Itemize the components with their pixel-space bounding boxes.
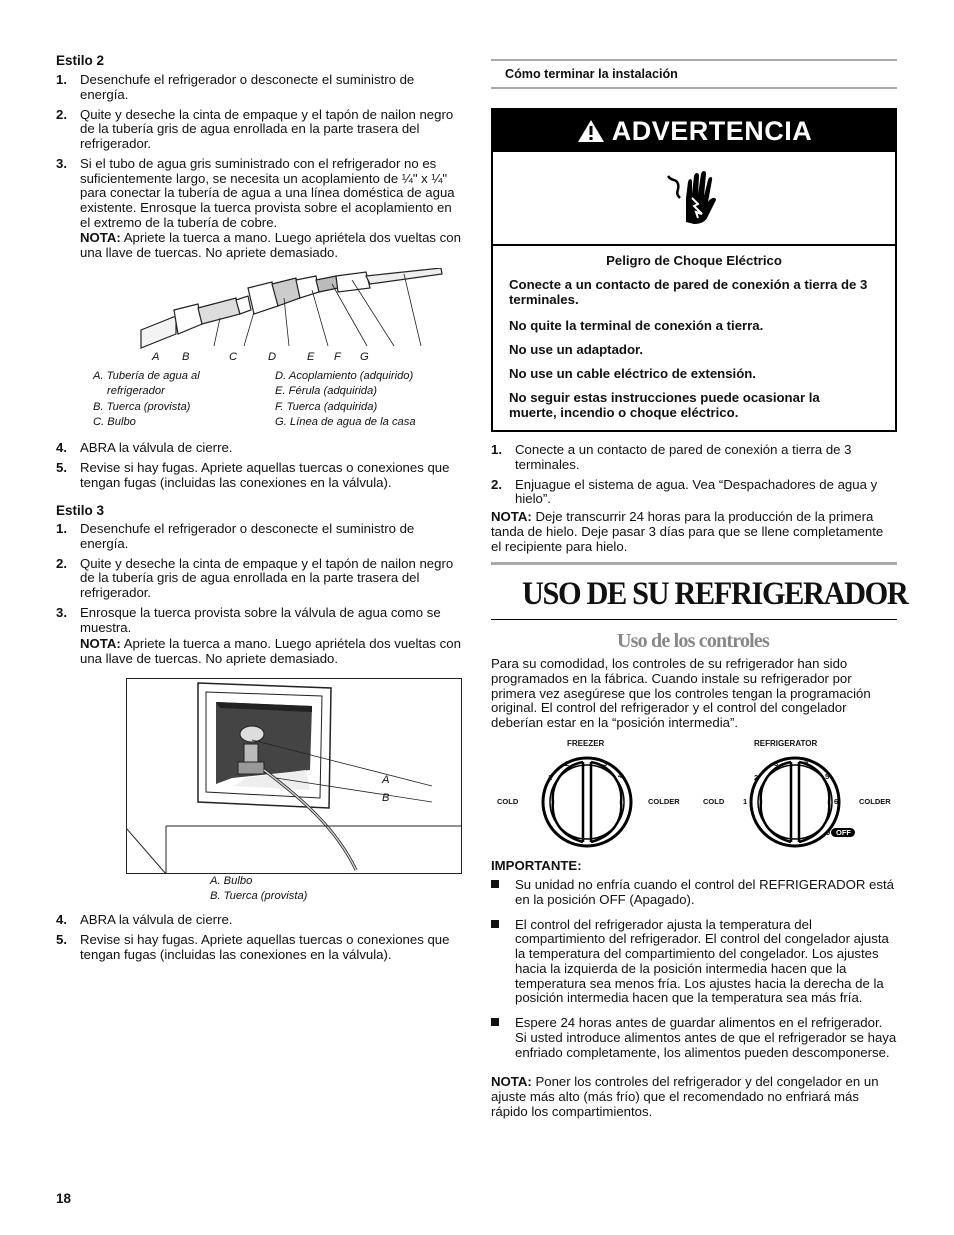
freezer-colder: COLDER [648, 797, 680, 806]
fig2-letter: A [382, 774, 390, 786]
list-item: 2. Enjuague el sistema de agua. Vea “Despachadores de agua y hielo”. [491, 476, 878, 507]
warning-item: Conecte a un contacto de pared de conexión a tierra de 3 terminales. [509, 277, 868, 307]
list-item: Su unidad no enfría cuando el control del REFRIGERADOR está en la posición OFF (Apagado). [491, 878, 897, 908]
list-item: 2. Quite y deseche la cinta de empaque y el tapón de nailon negro de la tubería gris de agua enrollada en la parte trasera del refrigerador. [56, 106, 454, 152]
finish-note: NOTA: Deje transcurrir 24 horas para la producción de la primera tanda de hielo. Deje pasar 3 días para que se llene completamente el recipiente para hielo. [491, 509, 884, 554]
square-bullet-icon [491, 880, 499, 888]
freezer-mark: 3 [603, 759, 608, 768]
warning-triangle-icon [576, 118, 606, 144]
divider [491, 87, 897, 89]
freezer-mark: 2 [565, 759, 570, 768]
fitting-diagram [136, 268, 446, 360]
finish-heading: Cómo terminar la instalación [505, 67, 678, 81]
warning-item: No quite la terminal de conexión a tierra. [509, 318, 764, 333]
list-item: 3. Si el tubo de agua gris suministrado con el refrigerador no es suficientemente largo, se necesita un acoplamiento de ¼" x ¼" para conectar la tubería de agua a una línea doméstica de agua existente. Enrosque la tuerca provista sobre el acoplamiento en el extremo de la tubería de cobre. [56, 155, 455, 231]
warning-item: No use un cable eléctrico de extensión. [509, 366, 756, 381]
fig1-captions-left: A. Tubería de agua al refrigerador B. Tuerca (provista) C. Bulbo [93, 370, 200, 429]
fig2-captions: A. Bulbo B. Tuerca (provista) [210, 875, 308, 903]
freezer-label: FREEZER [567, 739, 605, 748]
warning-item: No seguir estas instrucciones puede ocasionar la muerte, incendio o choque eléctrico. [509, 390, 820, 420]
refrigerator-mark: 2 [754, 773, 759, 782]
fig1-letter: E [307, 351, 315, 363]
divider [491, 562, 897, 565]
refrigerator-mark: 1 [743, 797, 748, 806]
refrigerator-mark: 4 [804, 757, 809, 766]
list-item: 1. Conecte a un contacto de pared de conexión a tierra de 3 terminales. [491, 442, 852, 472]
square-bullet-icon [491, 920, 499, 928]
list-item: 1. Desenchufe el refrigerador o desconecte el suministro de energía. [56, 72, 415, 102]
hazard-title: Peligro de Choque Eléctrico [606, 253, 782, 268]
finish-steps [491, 443, 897, 512]
refrigerator-mark: 0 [826, 828, 831, 837]
fig1-letter: D [268, 351, 277, 363]
style3-steps [56, 522, 462, 640]
fig1-letter: G [360, 351, 369, 363]
fig2-letter: B [382, 792, 390, 804]
valve-diagram [126, 678, 462, 874]
refrigerator-mark: 6 [834, 797, 839, 806]
freezer-cold: COLD [497, 797, 519, 806]
list-item: 5. Revise si hay fugas. Apriete aquellas tuercas o conexiones que tengan fugas (incluidas las conexiones en la válvula). [56, 459, 450, 490]
list-item: 3. Enrosque la tuerca provista sobre la válvula de agua como se muestra. [56, 604, 441, 635]
list-item: 4. ABRA la válvula de cierre. [56, 912, 233, 927]
style2-steps [56, 73, 462, 236]
important-list [491, 878, 897, 1067]
style2-note: NOTA: Apriete la tuerca a mano. Luego apriétela dos vueltas con una llave de tuercas. No apriete demasiado. [80, 230, 461, 260]
square-bullet-icon [491, 1018, 499, 1026]
list-item: 1. Desenchufe el refrigerador o desconecte el suministro de energía. [56, 521, 415, 551]
final-note: NOTA: Poner los controles del refrigerador y del congelador en un ajuste más alto (más frío) que el recomendado no enfriará más rápido los compartimientos. [491, 1074, 879, 1119]
style3-heading: Estilo 3 [56, 503, 105, 518]
important-label: IMPORTANTE: [491, 858, 582, 873]
warning-item: No use un adaptador. [509, 342, 644, 357]
controls-title: Uso de los controles [617, 630, 769, 652]
electric-shock-hand-icon [664, 168, 724, 228]
refrigerator-mark: 3 [774, 759, 779, 768]
refrigerator-colder: COLDER [859, 797, 891, 806]
list-item: Espere 24 horas antes de guardar alimentos en el refrigerador. Si usted introduce alimentos antes de que el refrigerador se haya enfriado completamente, los alimentos pueden descomponerse. [491, 1016, 897, 1060]
warning-box [491, 108, 897, 432]
divider [491, 619, 897, 620]
fig1-captions-right: D. Acoplamiento (adquirido) E. Férula (adquirida) F. Tuerca (adquirida) G. Línea de agua de la casa [275, 370, 416, 429]
warning-title: ADVERTENCIA [611, 115, 813, 146]
fig1-letter: F [334, 351, 341, 363]
page-number: 18 [56, 1191, 72, 1206]
style3-steps-after [56, 913, 462, 967]
list-item: 4. ABRA la válvula de cierre. [56, 440, 233, 455]
style2-heading: Estilo 2 [56, 53, 105, 68]
off-badge: OFF [836, 828, 851, 837]
divider [491, 59, 897, 61]
style3-note: NOTA: Apriete la tuerca a mano. Luego apriétela dos vueltas con una llave de tuercas. No apriete demasiado. [80, 636, 461, 666]
freezer-mark: 4 [618, 771, 623, 780]
list-item: El control del refrigerador ajusta la temperatura del compartimiento del refrigerador. El control del congelador ajusta la temperatura del compartimiento del congelador. Los ajustes hacia la izquierda de la posición intermedia hacen que la temperatura sea menos fría. Los ajustes hacia la derecha de la posición intermedia hacen que la temperatura sea más fría. [491, 918, 897, 1007]
list-item: 5. Revise si hay fugas. Apriete aquellas tuercas o conexiones que tengan fugas (incluidas las conexiones en la válvula). [56, 931, 450, 962]
shock-pictogram [493, 152, 895, 246]
refrigerator-label: REFRIGERATOR [754, 739, 818, 748]
fig1-letter: C [229, 351, 238, 363]
section-title: USO DE SU REFRIGERADOR [522, 576, 908, 612]
freezer-mark: 1 [548, 773, 553, 782]
fig1-letter: A [152, 351, 160, 363]
warning-header [493, 110, 895, 152]
refrigerator-mark: 5 [825, 772, 830, 781]
style2-steps-after [56, 441, 462, 495]
refrigerator-cold: COLD [703, 797, 725, 806]
controls-intro: Para su comodidad, los controles de su refrigerador han sido programados en la fábrica. Cuando instale su refrigerador por primera vez asegúrese que los controles tengan la programación original. El control del refrigerador y el control del congelador deberían estar en la “posición intermedia”. [491, 656, 871, 731]
fig1-letter: B [182, 351, 190, 363]
list-item: 2. Quite y deseche la cinta de empaque y el tapón de nailon negro de la tubería gris de agua enrollada en la parte trasera del refrigerador. [56, 555, 454, 601]
